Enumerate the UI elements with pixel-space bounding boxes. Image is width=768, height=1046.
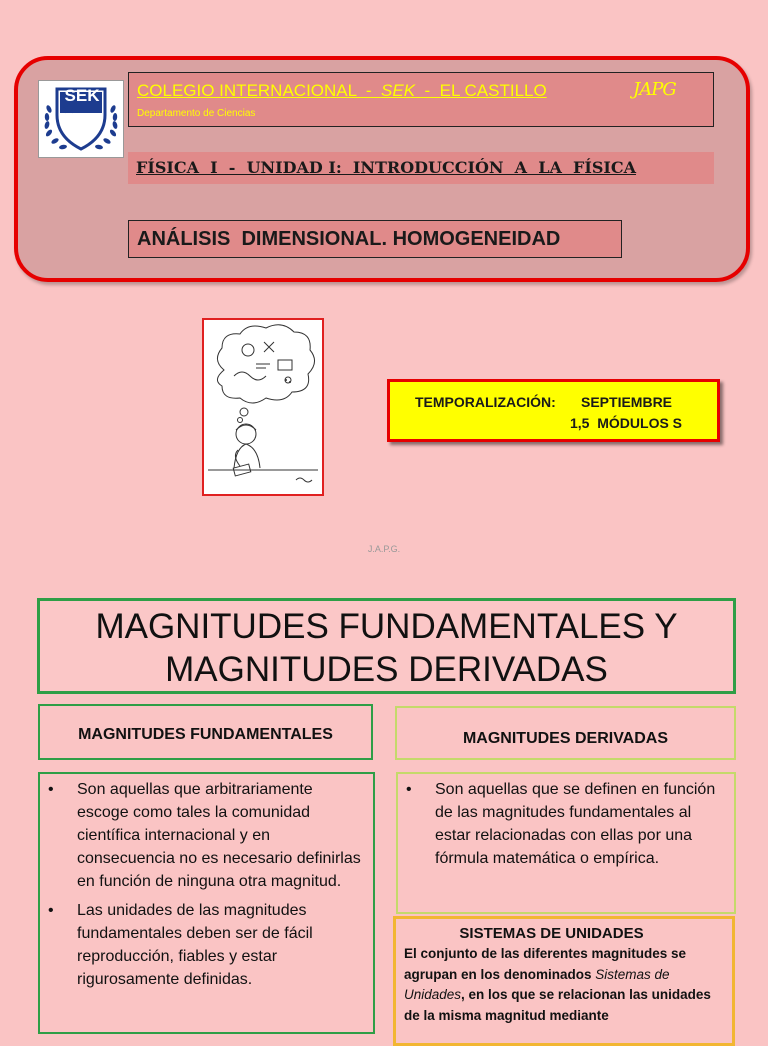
derived-heading-label: MAGNITUDES DERIVADAS [462,730,669,747]
schedule-modules: 1,5 MÓDULOS S [570,415,683,431]
signature-mark: JAPG [633,79,676,100]
derived-heading [395,706,736,760]
list-item-text: Son aquellas que arbitrariamente escoge como tales la comunidad científica internacional y en consecuencia no es necesario definirlas en función de ninguna otra magnitud. [77,781,361,890]
main-title [40,605,733,691]
unit-systems-box [393,916,735,1046]
list-item [40,899,365,991]
school-name-italic: SEK [381,81,416,100]
unit-title: FÍSICA I - UNIDAD I: INTRODUCCIÓN A LA FÍSICA [136,158,637,177]
school-name-part3: - EL CASTILLO [415,81,547,100]
schedule-month: SEPTIEMBRE [581,394,673,410]
schedule-box [387,379,720,442]
thinking-student-illustration [202,318,324,496]
unit-systems-text-italic: Sistemas de Unidades [404,966,670,1002]
fundamental-heading-label: MAGNITUDES FUNDAMENTALES [78,726,333,743]
logo-text: SEK [64,86,100,105]
fundamental-list [40,778,365,991]
school-banner [128,72,714,127]
unit-systems-title: SISTEMAS DE UNIDADES [459,925,644,942]
unit-systems-text-part1: El conjunto de las diferentes magnitudes se agrupan en los denominados [404,946,687,982]
schedule-label: TEMPORALIZACIÓN: [415,394,556,410]
main-title-line1: MAGNITUDES FUNDAMENTALES Y [95,607,678,646]
list-item [398,778,726,870]
unit-banner [128,152,714,184]
author-credit: J.A.P.G. [367,544,401,554]
bullet-icon: • [406,781,412,798]
fundamental-content [38,772,375,1034]
derived-list [398,778,726,870]
derived-content [396,772,736,914]
unit-systems-text-part2: , en los que se relacionan las unidades de la misma magnitud mediante [404,987,711,1023]
bullet-icon: • [48,902,54,919]
list-item-text: Son aquellas que se definen en función de las magnitudes fundamentales al estar relacionadas con ellas por una fórmula matemática o empírica. [435,781,716,867]
main-title-line2: MAGNITUDES DERIVADAS [165,650,608,689]
school-name-part1: COLEGIO INTERNACIONAL - [137,81,382,100]
topic-title: ANÁLISIS DIMENSIONAL. HOMOGENEIDAD [137,228,561,250]
school-name [137,81,547,101]
fundamental-heading [38,704,373,760]
thinking-student-icon [204,320,322,494]
bullet-icon: • [48,781,54,798]
list-item [40,778,365,893]
list-item-text: Las unidades de las magnitudes fundamentales deben ser de fácil reproducción, fiables y estar rigurosamente definidas. [77,902,313,988]
main-title-box [37,598,736,694]
unit-systems-text [404,944,724,1026]
topic-banner [128,220,622,258]
department-label: Departamento de Ciencias [137,108,256,119]
